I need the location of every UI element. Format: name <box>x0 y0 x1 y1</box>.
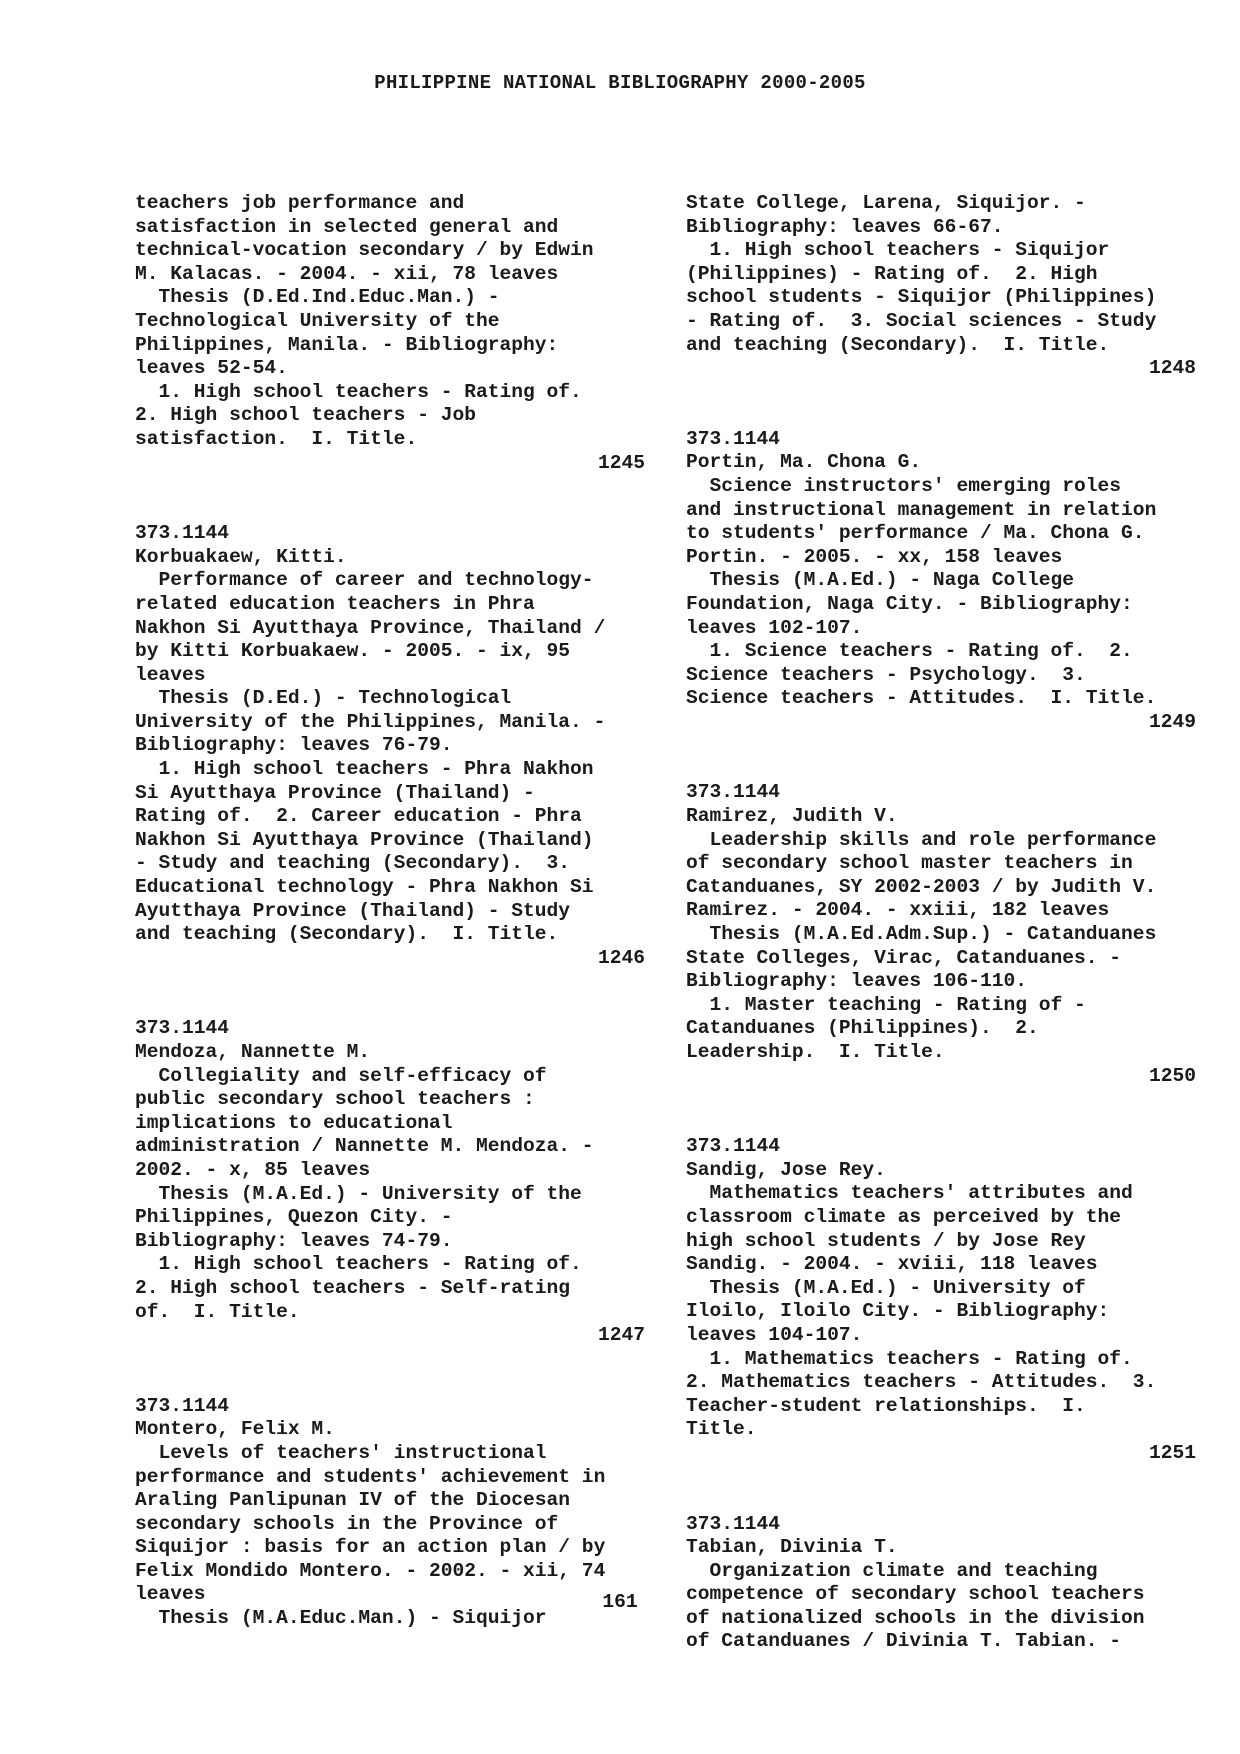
bibliography-entry <box>686 781 1196 1088</box>
entry-line: teachers job performance and <box>135 192 465 214</box>
entry-line: Bibliography: leaves 106-110. <box>686 970 1027 993</box>
entry-line: Portin. - 2005. - xx, 158 leaves <box>686 545 1063 568</box>
call-number: 373.1144 <box>686 1135 781 1158</box>
entry-line: of. I. Title. <box>135 1300 300 1323</box>
entry-line: implications to educational <box>135 1111 453 1134</box>
entry-line: classroom climate as perceived by the <box>686 1205 1122 1228</box>
entry-line: Technological University of the <box>135 309 500 332</box>
call-number: 373.1144 <box>686 781 781 804</box>
entry-line: Performance of career and technology- <box>135 569 594 592</box>
entry-line: secondary schools in the Province of <box>135 1512 559 1535</box>
entry-line: 1. Mathematics teachers - Rating of. <box>686 1347 1133 1370</box>
entry-line: Thesis (M.A.Ed.) - Naga College <box>686 569 1075 592</box>
entry-line: Philippines, Quezon City. - <box>135 1206 453 1229</box>
bibliography-entry <box>135 1017 645 1347</box>
entry-number: 1250 <box>1148 1064 1196 1087</box>
entry-line: by Kitti Korbuakaew. - 2005. - ix, 95 <box>135 640 571 663</box>
entry-line: - Rating of. 3. Social sciences - Study <box>686 309 1157 332</box>
bibliography-entry <box>135 522 645 970</box>
entry-line: 1. High school teachers - Siquijor <box>686 239 1110 262</box>
entry-line: Si Ayutthaya Province (Thailand) - <box>135 781 535 804</box>
entry-line: and teaching (Secondary). I. Title. <box>135 923 559 946</box>
entry-line: Mathematics teachers' attributes and <box>686 1182 1133 1205</box>
entry-line: of nationalized schools in the division <box>686 1606 1145 1629</box>
entry-line: 2. High school teachers - Self-rating <box>135 1276 571 1299</box>
right-column <box>686 192 1196 1701</box>
entry-author: Portin, Ma. Chona G. <box>686 451 922 474</box>
entry-line: of secondary school master teachers in <box>686 852 1133 875</box>
entry-line: Science instructors' emerging roles <box>686 474 1122 497</box>
entry-line: (Philippines) - Rating of. 2. High <box>686 262 1098 285</box>
entry-line: - Study and teaching (Secondary). 3. <box>135 852 571 875</box>
entry-line: 1. Science teachers - Rating of. 2. <box>686 640 1133 663</box>
entry-line: Bibliography: leaves 74-79. <box>135 1229 453 1252</box>
entry-line: Thesis (M.A.Educ.Man.) - Siquijor <box>135 1607 547 1630</box>
entry-line: related education teachers in Phra <box>135 592 535 615</box>
entry-line: Organization climate and teaching <box>686 1559 1098 1582</box>
left-column <box>135 192 645 1678</box>
entry-line: Leadership. I. Title. <box>686 1041 945 1063</box>
entry-line: school students - Siquijor (Philippines) <box>686 286 1157 309</box>
entry-author: Tabian, Divinia T. <box>686 1536 898 1559</box>
entry-line: 1. High school teachers - Rating of. <box>135 1253 582 1276</box>
entry-line: satisfaction in selected general and <box>135 215 559 238</box>
entry-line: Ramirez. - 2004. - xxiii, 182 leaves <box>686 899 1110 922</box>
entry-line: Thesis (D.Ed.Ind.Educ.Man.) - <box>135 286 500 309</box>
entry-line: satisfaction. I. Title. <box>135 427 418 450</box>
entry-author: Ramirez, Judith V. <box>686 805 898 828</box>
call-number: 373.1144 <box>686 1512 781 1535</box>
entry-line: performance and students' achievement in <box>135 1465 606 1488</box>
entry-line: leaves <box>135 663 206 686</box>
entry-line: Levels of teachers' instructional <box>135 1441 547 1464</box>
entry-line: Thesis (M.A.Ed.) - University of <box>686 1276 1086 1299</box>
entry-number: 1248 <box>1148 357 1196 380</box>
entry-author: Mendoza, Nannette M. <box>135 1041 371 1063</box>
entry-line: Science teachers - Attitudes. I. Title. <box>686 687 1157 710</box>
entry-line: 2. Mathematics teachers - Attitudes. 3. <box>686 1371 1157 1394</box>
entry-number: 1245 <box>597 451 645 474</box>
continued-entry <box>686 192 1196 381</box>
entry-line: Science teachers - Psychology. 3. <box>686 663 1086 686</box>
entry-line: Catanduanes (Philippines). 2. <box>686 1017 1039 1040</box>
entry-line: State Colleges, Virac, Catanduanes. - <box>686 946 1122 969</box>
entry-line: Thesis (D.Ed.) - Technological <box>135 687 512 710</box>
page-number: 161 <box>602 1591 638 1613</box>
call-number: 373.1144 <box>135 1394 230 1417</box>
entry-line: and instructional management in relation <box>686 498 1157 521</box>
entry-line: leaves 52-54. <box>135 357 288 380</box>
entry-line: University of the Philippines, Manila. - <box>135 710 606 733</box>
entry-line: 1. High school teachers - Rating of. <box>135 380 582 403</box>
entry-line: Philippines, Manila. - Bibliography: <box>135 333 559 356</box>
entry-line: Leadership skills and role performance <box>686 828 1157 851</box>
entry-line: Collegiality and self-efficacy of <box>135 1064 547 1087</box>
entry-line: competence of secondary school teachers <box>686 1583 1145 1606</box>
entry-line: Thesis (M.A.Ed.Adm.Sup.) - Catanduanes <box>686 923 1157 946</box>
entry-line: Siquijor : basis for an action plan / by <box>135 1536 606 1559</box>
entry-line: to students' performance / Ma. Chona G. <box>686 522 1145 545</box>
entry-line: high school students / by Jose Rey <box>686 1229 1086 1252</box>
entry-line: 1. High school teachers - Phra Nakhon <box>135 758 594 781</box>
entry-line: 1. Master teaching - Rating of - <box>686 993 1086 1016</box>
running-title: PHILIPPINE NATIONAL BIBLIOGRAPHY 2000-2005 <box>374 72 866 94</box>
entry-line: of Catanduanes / Divinia T. Tabian. - <box>686 1630 1122 1653</box>
entry-line: leaves <box>135 1583 206 1606</box>
entry-line: Catanduanes, SY 2002-2003 / by Judith V. <box>686 875 1157 898</box>
entry-line: Bibliography: leaves 66-67. <box>686 215 1004 238</box>
entry-number: 1249 <box>1148 710 1196 733</box>
entry-line: Ayutthaya Province (Thailand) - Study <box>135 899 571 922</box>
entry-author: Korbuakaew, Kitti. <box>135 545 347 568</box>
entry-author: Montero, Felix M. <box>135 1418 335 1441</box>
entry-line: public secondary school teachers : <box>135 1088 535 1111</box>
entry-line: leaves 104-107. <box>686 1323 863 1346</box>
entry-line: Teacher-student relationships. I. <box>686 1394 1086 1417</box>
entry-line: Bibliography: leaves 76-79. <box>135 734 453 757</box>
entry-line: Felix Mondido Montero. - 2002. - xii, 74 <box>135 1559 606 1582</box>
entry-number: 1251 <box>1148 1441 1196 1464</box>
continued-entry <box>135 192 645 475</box>
entry-line: 2. High school teachers - Job <box>135 404 476 427</box>
entry-line: Iloilo, Iloilo City. - Bibliography: <box>686 1300 1110 1323</box>
entry-line: Thesis (M.A.Ed.) - University of the <box>135 1182 582 1205</box>
entry-line: 2002. - x, 85 leaves <box>135 1158 371 1181</box>
call-number: 373.1144 <box>686 427 781 450</box>
entry-line: State College, Larena, Siquijor. - <box>686 192 1086 214</box>
entry-line: M. Kalacas. - 2004. - xii, 78 leaves <box>135 262 559 285</box>
entry-line: Rating of. 2. Career education - Phra <box>135 805 582 828</box>
entry-line: Nakhon Si Ayutthaya Province (Thailand) <box>135 828 594 851</box>
entry-line: leaves 102-107. <box>686 616 863 639</box>
entry-line: administration / Nannette M. Mendoza. - <box>135 1135 594 1158</box>
entry-author: Sandig, Jose Rey. <box>686 1158 886 1181</box>
entry-line: Nakhon Si Ayutthaya Province, Thailand / <box>135 616 606 639</box>
entry-number: 1247 <box>597 1324 645 1347</box>
entry-line: Sandig. - 2004. - xviii, 118 leaves <box>686 1253 1098 1276</box>
entry-line: and teaching (Secondary). I. Title. <box>686 333 1110 356</box>
entry-line: Araling Panlipunan IV of the Diocesan <box>135 1489 571 1512</box>
call-number: 373.1144 <box>135 522 230 545</box>
entry-line: Title. <box>686 1418 757 1441</box>
bibliography-entry <box>686 1135 1196 1465</box>
entry-line: Foundation, Naga City. - Bibliography: <box>686 592 1133 615</box>
call-number: 373.1144 <box>135 1017 230 1040</box>
bibliography-entry <box>686 428 1196 735</box>
bibliography-entry <box>686 1513 1196 1655</box>
entry-line: technical-vocation secondary / by Edwin <box>135 239 594 262</box>
entry-number: 1246 <box>597 946 645 969</box>
entry-line: Educational technology - Phra Nakhon Si <box>135 876 594 899</box>
